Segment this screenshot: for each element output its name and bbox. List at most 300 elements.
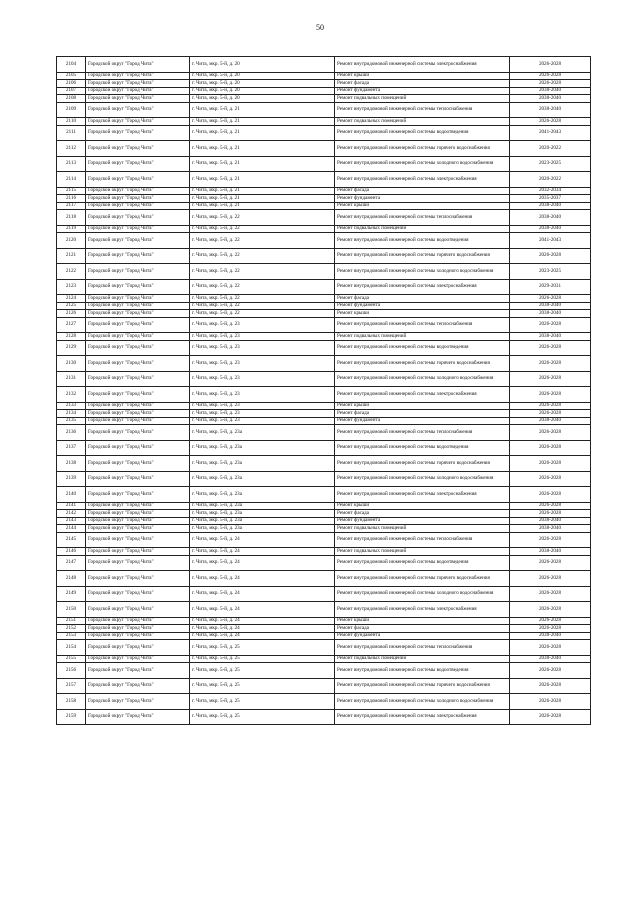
table-row [57, 248, 591, 264]
table-row [57, 310, 591, 318]
municipality-cell: Городской округ "Город Чита" [86, 510, 190, 518]
table-row [57, 295, 591, 303]
address-cell: г. Чита, мкр. 5-й, д. 20 [190, 87, 335, 95]
address-cell: г. Чита, мкр. 5-й, д. 21 [190, 156, 335, 172]
municipality-cell: Городской округ "Город Чита" [86, 625, 190, 633]
work-type-cell: Ремонт внутридомовой инженерной системы холодного водоснабжения [335, 471, 510, 487]
work-type-cell: Ремонт крыши [335, 502, 510, 510]
municipality-cell: Городской округ "Город Чита" [86, 440, 190, 456]
address-cell: г. Чита, мкр. 5-й, д. 20 [190, 80, 335, 88]
municipality-cell: Городской округ "Город Чита" [86, 525, 190, 533]
row-number-cell: 2128 [57, 333, 86, 341]
address-cell: г. Чита, мкр. 5-й, д. 24 [190, 586, 335, 602]
table-row [57, 487, 591, 503]
address-cell: г. Чита, мкр. 5-й, д. 24 [190, 548, 335, 556]
period-cell: 2026-2028 [510, 248, 591, 264]
municipality-cell: Городской округ "Город Чита" [86, 417, 190, 425]
row-number-cell: 2105 [57, 72, 86, 80]
address-cell: г. Чита, мкр. 5-й, д. 23 [190, 333, 335, 341]
period-cell: 2026-2028 [510, 555, 591, 571]
period-cell: 2038-2040 [510, 310, 591, 318]
address-cell: г. Чита, мкр. 5-й, д. 22 [190, 210, 335, 226]
table-row [57, 156, 591, 172]
row-number-cell: 2150 [57, 602, 86, 618]
municipality-cell: Городской округ "Город Чита" [86, 655, 190, 663]
period-cell: 2023-2025 [510, 156, 591, 172]
row-number-cell: 2131 [57, 371, 86, 387]
row-number-cell: 2129 [57, 340, 86, 356]
municipality-cell: Городской округ "Город Чита" [86, 571, 190, 587]
period-cell: 2038-2040 [510, 548, 591, 556]
table-row [57, 625, 591, 633]
period-cell: 2038-2040 [510, 632, 591, 640]
municipality-cell: Городской округ "Город Чита" [86, 517, 190, 525]
work-type-cell: Ремонт внутридомовой инженерной системы водоотведения [335, 555, 510, 571]
work-type-cell: Ремонт внутридомовой инженерной системы теплоснабжения [335, 640, 510, 656]
municipality-cell: Городской округ "Город Чита" [86, 248, 190, 264]
table-row [57, 640, 591, 656]
work-type-cell: Ремонт внутридомовой инженерной системы электроснабжения [335, 57, 510, 73]
municipality-cell: Городской округ "Город Чита" [86, 502, 190, 510]
address-cell: г. Чита, мкр. 5-й, д. 23а [190, 425, 335, 441]
period-cell: 2026-2028 [510, 456, 591, 472]
address-cell: г. Чита, мкр. 5-й, д. 21 [190, 118, 335, 126]
work-type-cell: Ремонт внутридомовой инженерной системы теплоснабжения [335, 532, 510, 548]
row-number-cell: 2117 [57, 202, 86, 210]
municipality-cell: Городской округ "Город Чита" [86, 279, 190, 295]
municipality-cell: Городской округ "Город Чита" [86, 310, 190, 318]
row-number-cell: 2139 [57, 471, 86, 487]
table-row [57, 517, 591, 525]
table-row [57, 655, 591, 663]
row-number-cell: 2115 [57, 187, 86, 195]
row-number-cell: 2154 [57, 640, 86, 656]
period-cell: 2026-2028 [510, 340, 591, 356]
row-number-cell: 2151 [57, 617, 86, 625]
period-cell: 2026-2028 [510, 625, 591, 633]
work-type-cell: Ремонт внутридомовой инженерной системы теплоснабжения [335, 425, 510, 441]
address-cell: г. Чита, мкр. 5-й, д. 24 [190, 625, 335, 633]
period-cell: 2026-2028 [510, 694, 591, 710]
period-cell: 2041-2043 [510, 125, 591, 141]
municipality-cell: Городской округ "Город Чита" [86, 371, 190, 387]
table-row [57, 118, 591, 126]
work-type-cell: Ремонт внутридомовой инженерной системы горячего водоснабжения [335, 248, 510, 264]
row-number-cell: 2112 [57, 141, 86, 157]
period-cell: 2038-2040 [510, 655, 591, 663]
table-row [57, 456, 591, 472]
row-number-cell: 2109 [57, 102, 86, 118]
period-cell: 2026-2028 [510, 295, 591, 303]
row-number-cell: 2143 [57, 517, 86, 525]
work-type-cell: Ремонт подвальных помещений [335, 225, 510, 233]
row-number-cell: 2144 [57, 525, 86, 533]
row-number-cell: 2156 [57, 663, 86, 679]
table-row [57, 586, 591, 602]
address-cell: г. Чита, мкр. 5-й, д. 23а [190, 487, 335, 503]
table-row [57, 72, 591, 80]
table-row [57, 440, 591, 456]
address-cell: г. Чита, мкр. 5-й, д. 20 [190, 72, 335, 80]
work-type-cell: Ремонт фасада [335, 510, 510, 518]
work-type-cell: Ремонт внутридомовой инженерной системы электроснабжения [335, 279, 510, 295]
address-cell: г. Чита, мкр. 5-й, д. 23 [190, 387, 335, 403]
row-number-cell: 2133 [57, 402, 86, 410]
table-row [57, 187, 591, 195]
table-row [57, 80, 591, 88]
work-type-cell: Ремонт фасада [335, 80, 510, 88]
municipality-cell: Городской округ "Город Чита" [86, 195, 190, 203]
address-cell: г. Чита, мкр. 5-й, д. 23а [190, 510, 335, 518]
municipality-cell: Городской округ "Город Чита" [86, 694, 190, 710]
row-number-cell: 2137 [57, 440, 86, 456]
work-type-cell: Ремонт фасада [335, 625, 510, 633]
table-row [57, 210, 591, 226]
municipality-cell: Городской округ "Город Чита" [86, 356, 190, 372]
work-type-cell: Ремонт внутридомовой инженерной системы теплоснабжения [335, 317, 510, 333]
municipality-cell: Городской округ "Город Чита" [86, 57, 190, 73]
municipality-cell: Городской округ "Город Чита" [86, 264, 190, 280]
row-number-cell: 2108 [57, 95, 86, 103]
work-type-cell: Ремонт внутридомовой инженерной системы водоотведения [335, 340, 510, 356]
address-cell: г. Чита, мкр. 5-й, д. 24 [190, 602, 335, 618]
row-number-cell: 2119 [57, 225, 86, 233]
address-cell: г. Чита, мкр. 5-й, д. 21 [190, 125, 335, 141]
municipality-cell: Городской округ "Город Чита" [86, 87, 190, 95]
municipality-cell: Городской округ "Город Чита" [86, 602, 190, 618]
address-cell: г. Чита, мкр. 5-й, д. 21 [190, 141, 335, 157]
address-cell: г. Чита, мкр. 5-й, д. 25 [190, 655, 335, 663]
period-cell: 2026-2028 [510, 440, 591, 456]
work-type-cell: Ремонт фундамента [335, 195, 510, 203]
row-number-cell: 2127 [57, 317, 86, 333]
address-cell: г. Чита, мкр. 5-й, д. 24 [190, 555, 335, 571]
table-row [57, 402, 591, 410]
table-row [57, 548, 591, 556]
period-cell: 2026-2028 [510, 532, 591, 548]
work-type-cell: Ремонт внутридомовой инженерной системы водоотведения [335, 663, 510, 679]
municipality-cell: Городской округ "Город Чита" [86, 387, 190, 403]
work-type-cell: Ремонт внутридомовой инженерной системы холодного водоснабжения [335, 586, 510, 602]
municipality-cell: Городской округ "Город Чита" [86, 586, 190, 602]
period-cell: 2038-2040 [510, 95, 591, 103]
work-type-cell: Ремонт внутридомовой инженерной системы электроснабжения [335, 387, 510, 403]
row-number-cell: 2155 [57, 655, 86, 663]
table-row [57, 571, 591, 587]
row-number-cell: 2159 [57, 709, 86, 725]
table-row [57, 387, 591, 403]
row-number-cell: 2120 [57, 233, 86, 249]
municipality-cell: Городской округ "Город Чита" [86, 141, 190, 157]
work-type-cell: Ремонт фасада [335, 187, 510, 195]
work-type-cell: Ремонт крыши [335, 617, 510, 625]
municipality-cell: Городской округ "Город Чита" [86, 202, 190, 210]
period-cell: 2026-2028 [510, 402, 591, 410]
work-type-cell: Ремонт подвальных помещений [335, 525, 510, 533]
address-cell: г. Чита, мкр. 5-й, д. 23 [190, 371, 335, 387]
municipality-cell: Городской округ "Город Чита" [86, 172, 190, 188]
period-cell: 2026-2028 [510, 502, 591, 510]
address-cell: г. Чита, мкр. 5-й, д. 23 [190, 417, 335, 425]
table-row [57, 425, 591, 441]
row-number-cell: 2110 [57, 118, 86, 126]
address-cell: г. Чита, мкр. 5-й, д. 23а [190, 440, 335, 456]
work-type-cell: Ремонт крыши [335, 72, 510, 80]
period-cell: 2020-2022 [510, 141, 591, 157]
row-number-cell: 2121 [57, 248, 86, 264]
table-row [57, 195, 591, 203]
municipality-cell: Городской округ "Город Чита" [86, 709, 190, 725]
municipality-cell: Городской округ "Город Чита" [86, 187, 190, 195]
address-cell: г. Чита, мкр. 5-й, д. 25 [190, 678, 335, 694]
municipality-cell: Городской округ "Город Чита" [86, 402, 190, 410]
address-cell: г. Чита, мкр. 5-й, д. 22 [190, 248, 335, 264]
table-row [57, 279, 591, 295]
address-cell: г. Чита, мкр. 5-й, д. 24 [190, 532, 335, 548]
address-cell: г. Чита, мкр. 5-й, д. 23а [190, 502, 335, 510]
address-cell: г. Чита, мкр. 5-й, д. 25 [190, 694, 335, 710]
work-type-cell: Ремонт внутридомовой инженерной системы теплоснабжения [335, 210, 510, 226]
period-cell: 2038-2040 [510, 202, 591, 210]
period-cell: 2032-2034 [510, 187, 591, 195]
period-cell: 2026-2028 [510, 118, 591, 126]
work-type-cell: Ремонт внутридомовой инженерной системы электроснабжения [335, 709, 510, 725]
address-cell: г. Чита, мкр. 5-й, д. 20 [190, 57, 335, 73]
table-row [57, 371, 591, 387]
table-row [57, 502, 591, 510]
row-number-cell: 2132 [57, 387, 86, 403]
table-row [57, 356, 591, 372]
work-type-cell: Ремонт внутридомовой инженерной системы водоотведения [335, 125, 510, 141]
period-cell: 2029-2031 [510, 279, 591, 295]
table-row [57, 202, 591, 210]
work-type-cell: Ремонт фундамента [335, 302, 510, 310]
address-cell: г. Чита, мкр. 5-й, д. 25 [190, 663, 335, 679]
table-row [57, 617, 591, 625]
row-number-cell: 2118 [57, 210, 86, 226]
address-cell: г. Чита, мкр. 5-й, д. 24 [190, 571, 335, 587]
table-row [57, 417, 591, 425]
address-cell: г. Чита, мкр. 5-й, д. 23 [190, 402, 335, 410]
table-row [57, 57, 591, 73]
address-cell: г. Чита, мкр. 5-й, д. 25 [190, 640, 335, 656]
address-cell: г. Чита, мкр. 5-й, д. 23а [190, 525, 335, 533]
row-number-cell: 2141 [57, 502, 86, 510]
work-type-cell: Ремонт внутридомовой инженерной системы электроснабжения [335, 487, 510, 503]
municipality-cell: Городской округ "Город Чита" [86, 640, 190, 656]
period-cell: 2038-2040 [510, 302, 591, 310]
work-type-cell: Ремонт крыши [335, 402, 510, 410]
period-cell: 2026-2028 [510, 586, 591, 602]
work-type-cell: Ремонт внутридомовой инженерной системы горячего водоснабжения [335, 141, 510, 157]
row-number-cell: 2130 [57, 356, 86, 372]
address-cell: г. Чита, мкр. 5-й, д. 23 [190, 356, 335, 372]
work-type-cell: Ремонт подвальных помещений [335, 95, 510, 103]
address-cell: г. Чита, мкр. 5-й, д. 21 [190, 172, 335, 188]
municipality-cell: Городской округ "Город Чита" [86, 302, 190, 310]
period-cell: 2026-2028 [510, 57, 591, 73]
municipality-cell: Городской округ "Город Чита" [86, 555, 190, 571]
work-type-cell: Ремонт внутридомовой инженерной системы теплоснабжения [335, 102, 510, 118]
table-row [57, 602, 591, 618]
municipality-cell: Городской округ "Город Чита" [86, 425, 190, 441]
period-cell: 2026-2028 [510, 471, 591, 487]
page-number: 50 [316, 23, 324, 32]
row-number-cell: 2134 [57, 410, 86, 418]
row-number-cell: 2149 [57, 586, 86, 602]
table-row [57, 87, 591, 95]
address-cell: г. Чита, мкр. 5-й, д. 21 [190, 102, 335, 118]
work-type-cell: Ремонт подвальных помещений [335, 655, 510, 663]
row-number-cell: 2152 [57, 625, 86, 633]
table-row [57, 302, 591, 310]
table-row [57, 233, 591, 249]
row-number-cell: 2146 [57, 548, 86, 556]
municipality-cell: Городской округ "Город Чита" [86, 456, 190, 472]
address-cell: г. Чита, мкр. 5-й, д. 22 [190, 279, 335, 295]
period-cell: 2038-2040 [510, 225, 591, 233]
municipality-cell: Городской округ "Город Чита" [86, 210, 190, 226]
municipality-cell: Городской округ "Город Чита" [86, 410, 190, 418]
table-row [57, 678, 591, 694]
row-number-cell: 2140 [57, 487, 86, 503]
address-cell: г. Чита, мкр. 5-й, д. 23 [190, 317, 335, 333]
table-row [57, 95, 591, 103]
work-type-cell: Ремонт внутридомовой инженерной системы холодного водоснабжения [335, 371, 510, 387]
period-cell: 2026-2028 [510, 663, 591, 679]
municipality-cell: Городской округ "Город Чита" [86, 295, 190, 303]
row-number-cell: 2136 [57, 425, 86, 441]
address-cell: г. Чита, мкр. 5-й, д. 24 [190, 617, 335, 625]
period-cell: 2026-2028 [510, 317, 591, 333]
municipality-cell: Городской округ "Город Чита" [86, 102, 190, 118]
table-row [57, 632, 591, 640]
row-number-cell: 2147 [57, 555, 86, 571]
municipality-cell: Городской округ "Город Чита" [86, 678, 190, 694]
period-cell: 2026-2028 [510, 571, 591, 587]
period-cell: 2026-2028 [510, 72, 591, 80]
period-cell: 2020-2022 [510, 172, 591, 188]
table-row [57, 340, 591, 356]
table-row [57, 532, 591, 548]
address-cell: г. Чита, мкр. 5-й, д. 22 [190, 302, 335, 310]
work-type-cell: Ремонт фасада [335, 410, 510, 418]
period-cell: 2038-2040 [510, 87, 591, 95]
address-cell: г. Чита, мкр. 5-й, д. 25 [190, 709, 335, 725]
row-number-cell: 2124 [57, 295, 86, 303]
table-row [57, 709, 591, 725]
work-type-cell: Ремонт подвальных помещений [335, 548, 510, 556]
row-number-cell: 2157 [57, 678, 86, 694]
address-cell: г. Чита, мкр. 5-й, д. 24 [190, 632, 335, 640]
work-type-cell: Ремонт внутридомовой инженерной системы водоотведения [335, 440, 510, 456]
work-type-cell: Ремонт фундамента [335, 417, 510, 425]
row-number-cell: 2125 [57, 302, 86, 310]
work-type-cell: Ремонт внутридомовой инженерной системы электроснабжения [335, 172, 510, 188]
work-type-cell: Ремонт фундамента [335, 632, 510, 640]
row-number-cell: 2104 [57, 57, 86, 73]
municipality-cell: Городской округ "Город Чита" [86, 663, 190, 679]
row-number-cell: 2153 [57, 632, 86, 640]
municipality-cell: Городской округ "Город Чита" [86, 72, 190, 80]
work-type-cell: Ремонт внутридомовой инженерной системы холодного водоснабжения [335, 156, 510, 172]
table-row [57, 141, 591, 157]
work-type-cell: Ремонт фундамента [335, 517, 510, 525]
row-number-cell: 2113 [57, 156, 86, 172]
work-type-cell: Ремонт внутридомовой инженерной системы электроснабжения [335, 602, 510, 618]
row-number-cell: 2122 [57, 264, 86, 280]
period-cell: 2026-2028 [510, 410, 591, 418]
work-type-cell: Ремонт внутридомовой инженерной системы горячего водоснабжения [335, 356, 510, 372]
work-type-cell: Ремонт фундамента [335, 87, 510, 95]
period-cell: 2041-2043 [510, 233, 591, 249]
table-row [57, 410, 591, 418]
work-type-cell: Ремонт внутридомовой инженерной системы водоотведения [335, 233, 510, 249]
table-row [57, 694, 591, 710]
row-number-cell: 2111 [57, 125, 86, 141]
period-cell: 2026-2028 [510, 371, 591, 387]
municipality-cell: Городской округ "Город Чита" [86, 471, 190, 487]
period-cell: 2035-2037 [510, 195, 591, 203]
address-cell: г. Чита, мкр. 5-й, д. 22 [190, 225, 335, 233]
table-row [57, 471, 591, 487]
work-type-cell: Ремонт внутридомовой инженерной системы холодного водоснабжения [335, 264, 510, 280]
period-cell: 2038-2040 [510, 210, 591, 226]
municipality-cell: Городской округ "Город Чита" [86, 156, 190, 172]
municipality-cell: Городской округ "Город Чита" [86, 233, 190, 249]
address-cell: г. Чита, мкр. 5-й, д. 23 [190, 410, 335, 418]
municipality-cell: Городской округ "Город Чита" [86, 617, 190, 625]
municipality-cell: Городской округ "Город Чита" [86, 95, 190, 103]
row-number-cell: 2158 [57, 694, 86, 710]
period-cell: 2026-2028 [510, 640, 591, 656]
table-row [57, 172, 591, 188]
municipality-cell: Городской округ "Город Чита" [86, 317, 190, 333]
work-type-cell: Ремонт внутридомовой инженерной системы горячего водоснабжения [335, 456, 510, 472]
work-type-cell: Ремонт крыши [335, 202, 510, 210]
period-cell: 2026-2028 [510, 387, 591, 403]
address-cell: г. Чита, мкр. 5-й, д. 23 [190, 340, 335, 356]
table-row [57, 102, 591, 118]
repair-schedule-table [56, 56, 591, 725]
address-cell: г. Чита, мкр. 5-й, д. 21 [190, 202, 335, 210]
municipality-cell: Городской округ "Город Чита" [86, 80, 190, 88]
row-number-cell: 2148 [57, 571, 86, 587]
period-cell: 2038-2040 [510, 517, 591, 525]
table-row [57, 555, 591, 571]
row-number-cell: 2116 [57, 195, 86, 203]
table-row [57, 225, 591, 233]
period-cell: 2023-2025 [510, 264, 591, 280]
table-row [57, 264, 591, 280]
municipality-cell: Городской округ "Город Чита" [86, 125, 190, 141]
address-cell: г. Чита, мкр. 5-й, д. 22 [190, 310, 335, 318]
row-number-cell: 2145 [57, 532, 86, 548]
period-cell: 2026-2028 [510, 678, 591, 694]
row-number-cell: 2114 [57, 172, 86, 188]
municipality-cell: Городской округ "Город Чита" [86, 548, 190, 556]
period-cell: 2026-2028 [510, 356, 591, 372]
address-cell: г. Чита, мкр. 5-й, д. 21 [190, 195, 335, 203]
table-row [57, 125, 591, 141]
municipality-cell: Городской округ "Город Чита" [86, 118, 190, 126]
row-number-cell: 2138 [57, 456, 86, 472]
row-number-cell: 2123 [57, 279, 86, 295]
address-cell: г. Чита, мкр. 5-й, д. 23а [190, 456, 335, 472]
period-cell: 2026-2028 [510, 709, 591, 725]
address-cell: г. Чита, мкр. 5-й, д. 20 [190, 95, 335, 103]
work-type-cell: Ремонт крыши [335, 310, 510, 318]
